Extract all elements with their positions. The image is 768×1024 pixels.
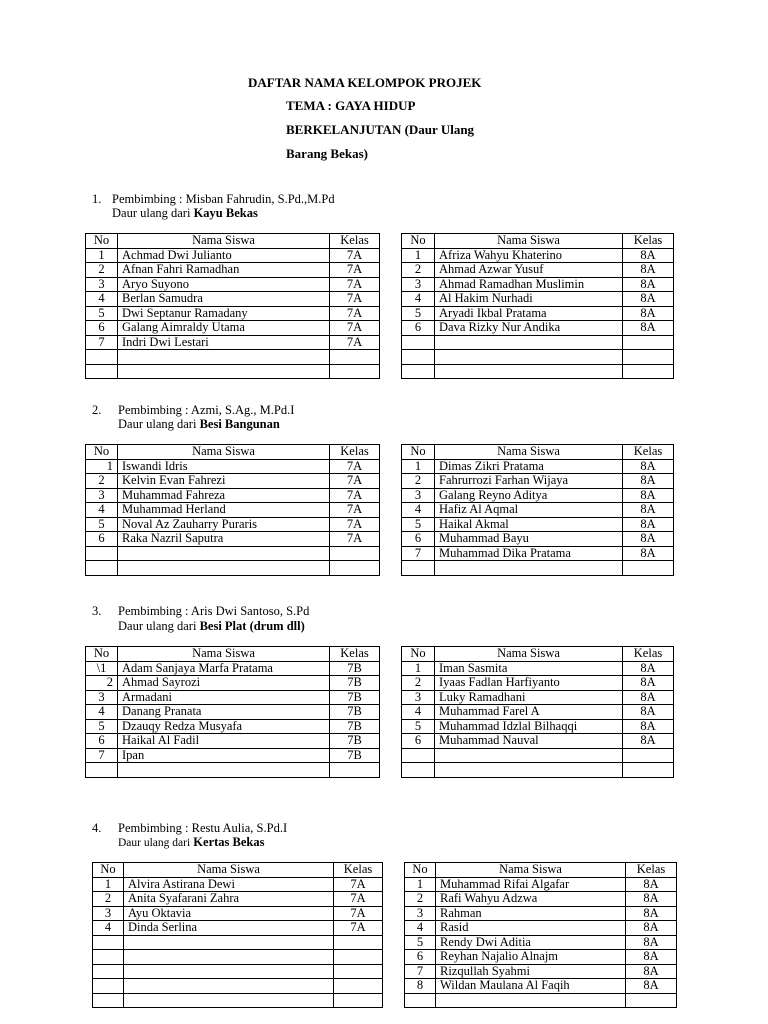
table-row: \1 Adam Sanjaya Marfa Pratama 7B 1 Iman Sasmita 8A — [86, 661, 674, 676]
table-row: 6 Galang Aimraldy Utama 7A 6 Dava Rizky Nur Andika 8A — [86, 321, 674, 336]
group-2-table — [85, 444, 674, 576]
table-row: 5 Dzauqy Redza Musyafa 7B 5 Muhammad Idzlal Bilhaqqi 8A — [86, 719, 674, 734]
table-row: 2 Anita Syafarani Zahra 7A 2 Rafi Wahyu Adzwa 8A — [93, 892, 677, 907]
table-row: 6 Haikal Al Fadil 7B 6 Muhammad Nauval 8A — [86, 734, 674, 749]
table-row: 6 Reyhan Najalio Alnajm 8A — [93, 950, 677, 965]
table-row: 2 Kelvin Evan Fahrezi 7A 2 Fahrurrozi Farhan Wijaya 8A — [86, 474, 674, 489]
col-name: Nama Siswa — [435, 234, 623, 249]
group-4-mentor — [92, 821, 287, 835]
group-3-material — [118, 619, 305, 633]
table-row: 7 Rizqullah Syahmi 8A — [93, 964, 677, 979]
table-row: 2 Afnan Fahri Ramadhan 7A 2 Ahmad Azwar Yusuf 8A — [86, 263, 674, 278]
table-row: 5 Dwi Septanur Ramadany 7A 5 Aryadi Ikbal Pratama 8A — [86, 306, 674, 321]
material-prefix: Daur ulang dari — [112, 206, 191, 220]
document-title: DAFTAR NAMA KELOMPOK PROJEK — [248, 75, 482, 90]
group-number: 4. — [92, 821, 102, 835]
col-no: No — [86, 234, 118, 249]
table-row-empty — [86, 561, 674, 576]
col-name: Nama Siswa — [118, 234, 330, 249]
col-class: Kelas — [330, 234, 380, 249]
table-row: 1 Alvira Astirana Dewi 7A 1 Muhammad Rifai Algafar 8A — [93, 877, 677, 892]
group-1-table — [85, 233, 674, 379]
material-name: Besi Bangunan — [199, 417, 280, 431]
group-3-table — [85, 646, 674, 778]
table-header-row: No Nama Siswa Kelas No Nama Siswa Kelas — [86, 445, 674, 460]
table-row-empty — [86, 763, 674, 778]
material-name: Kayu Bekas — [193, 206, 258, 220]
group-4-table — [92, 862, 677, 1008]
group-2-mentor — [92, 403, 294, 417]
group-3-mentor — [92, 604, 309, 618]
table-row: 4 Dinda Serlina 7A 4 Rasid 8A — [93, 921, 677, 936]
group-1-mentor — [92, 192, 335, 206]
table-row: 3 Muhammad Fahreza 7A 3 Galang Reyno Aditya 8A — [86, 488, 674, 503]
table-row-empty — [93, 993, 677, 1008]
table-row: 7 Indri Dwi Lestari 7A — [86, 335, 674, 350]
table-row: 4 Danang Pranata 7B 4 Muhammad Farel A 8A — [86, 705, 674, 720]
material-prefix: Daur ulang dari — [118, 619, 197, 633]
mentor-text: Pembimbing : Restu Aulia, S.Pd.I — [118, 821, 288, 835]
table-header-row: No Nama Siswa Kelas No Nama Siswa Kelas — [86, 647, 674, 662]
table-row: 3 Ayu Oktavia 7A 3 Rahman 8A — [93, 906, 677, 921]
group-number: 3. — [92, 604, 102, 618]
table-row-empty — [86, 350, 674, 365]
table-row: 3 Armadani 7B 3 Luky Ramadhani 8A — [86, 690, 674, 705]
group-number: 1. — [92, 192, 102, 206]
table-row: 3 Aryo Suyono 7A 3 Ahmad Ramadhan Muslimin 8A — [86, 277, 674, 292]
table-header-row: No Nama Siswa Kelas No Nama Siswa Kelas — [93, 863, 677, 878]
material-name: Besi Plat (drum dll) — [199, 619, 305, 633]
table-row: 1 Achmad Dwi Julianto 7A 1 Afriza Wahyu Khaterino 8A — [86, 248, 674, 263]
theme-line-3: Barang Bekas) — [286, 146, 368, 161]
material-prefix: Daur ulang dari — [118, 837, 191, 849]
mentor-text: Pembimbing : Misban Fahrudin, S.Pd.,M.Pd — [112, 192, 335, 206]
table-row: 2 Ahmad Sayrozi 7B 2 Iyaas Fadlan Harfiyanto 8A — [86, 676, 674, 691]
table-row: 7 Muhammad Dika Pratama 8A — [86, 546, 674, 561]
table-row: 6 Raka Nazril Saputra 7A 6 Muhammad Bayu 8A — [86, 532, 674, 547]
table-row: 7 Ipan 7B — [86, 748, 674, 763]
group-1-material — [112, 206, 258, 220]
mentor-text: Pembimbing : Azmi, S.Ag., M.Pd.I — [118, 403, 295, 417]
table-row: 4 Muhammad Herland 7A 4 Hafiz Al Aqmal 8A — [86, 503, 674, 518]
group-4-material — [118, 835, 264, 850]
group-2-material — [118, 417, 280, 431]
theme-line-1: TEMA : GAYA HIDUP — [286, 98, 416, 113]
table-row: 8 Wildan Maulana Al Faqih 8A — [93, 979, 677, 994]
table-header-row — [86, 234, 674, 249]
mentor-text: Pembimbing : Aris Dwi Santoso, S.Pd — [118, 604, 310, 618]
table-row: 4 Berlan Samudra 7A 4 Al Hakim Nurhadi 8A — [86, 292, 674, 307]
table-row: 5 Noval Az Zauharry Puraris 7A 5 Haikal Akmal 8A — [86, 517, 674, 532]
group-number: 2. — [92, 403, 102, 417]
theme-line-2: BERKELANJUTAN (Daur Ulang — [286, 122, 475, 137]
table-row-empty — [86, 364, 674, 379]
material-name: Kertas Bekas — [193, 835, 265, 849]
col-class: Kelas — [623, 234, 674, 249]
col-no: No — [402, 234, 435, 249]
material-prefix: Daur ulang dari — [118, 417, 197, 431]
table-row: 5 Rendy Dwi Aditia 8A — [93, 935, 677, 950]
table-row: 1 Iswandi Idris 7A 1 Dimas Zikri Pratama 8A — [86, 459, 674, 474]
